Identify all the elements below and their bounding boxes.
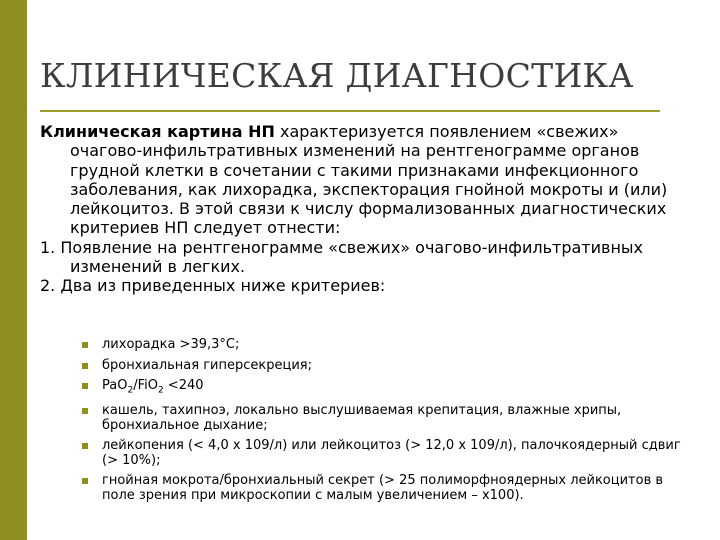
intro-text: характеризуется появлением «свежих» очагово-инфильтративных изменений на рентгенограмме органов грудной клетки в сочетании с такими признаками инфекционного заболевания, как лихорадка, экспекторация гнойной мокроты и (или) лейкоцитоз. В этой связи к числу формализованных диагностических критериев НП следует отнести: — [70, 122, 668, 238]
left-accent-bar — [0, 0, 27, 540]
list-item — [82, 439, 682, 468]
intro-bold: Клиническая картина НП — [40, 122, 275, 141]
list-item — [82, 474, 682, 503]
criterion-1 — [40, 238, 680, 277]
square-bullet-icon — [82, 342, 88, 348]
square-bullet-icon — [82, 408, 88, 414]
criteria-bullet-list — [82, 338, 682, 509]
criterion-number: 2. — [40, 276, 56, 296]
criterion-text: Появление на рентгенограмме «свежих» очагово-инфильтративных изменений в легких. — [60, 237, 643, 277]
criterion-text: Два из приведенных ниже критериев: — [60, 276, 386, 296]
intro-paragraph — [40, 122, 680, 238]
bullet-text: кашель, тахипноэ, локально выслушиваемая крепитация, влажные хрипы, бронхиальное дыхание; — [102, 403, 622, 433]
criterion-number: 1. — [40, 237, 56, 257]
bullet-text: лейкопения (< 4,0 х 109/л) или лейкоцитоз (> 12,0 х 109/л), палочкоядерный сдвиг (> 10%); — [102, 438, 681, 468]
criterion-2 — [40, 276, 680, 295]
square-bullet-icon — [82, 383, 88, 389]
bullet-text: лихорадка >39,3°С; — [102, 337, 240, 352]
square-bullet-icon — [82, 363, 88, 369]
square-bullet-icon — [82, 478, 88, 484]
bullet-text: гнойная мокрота/бронхиальный секрет (> 25 полиморфноядерных лейкоцитов в поле зрения при микроскопии с малым увеличением – х100). — [102, 473, 664, 503]
bullet-text: PaO$_2$/FiO$_2$ <240 — [102, 378, 204, 396]
slide-title: КЛИНИЧЕСКАЯ ДИАГНОСТИКА — [40, 56, 634, 95]
list-item — [82, 338, 682, 353]
list-item — [82, 404, 682, 433]
slide-body — [40, 122, 680, 296]
list-item — [82, 359, 682, 374]
title-divider — [40, 110, 660, 112]
list-item — [82, 379, 682, 398]
bullet-text: бронхиальная гиперсекреция; — [102, 357, 312, 373]
square-bullet-icon — [82, 443, 88, 449]
